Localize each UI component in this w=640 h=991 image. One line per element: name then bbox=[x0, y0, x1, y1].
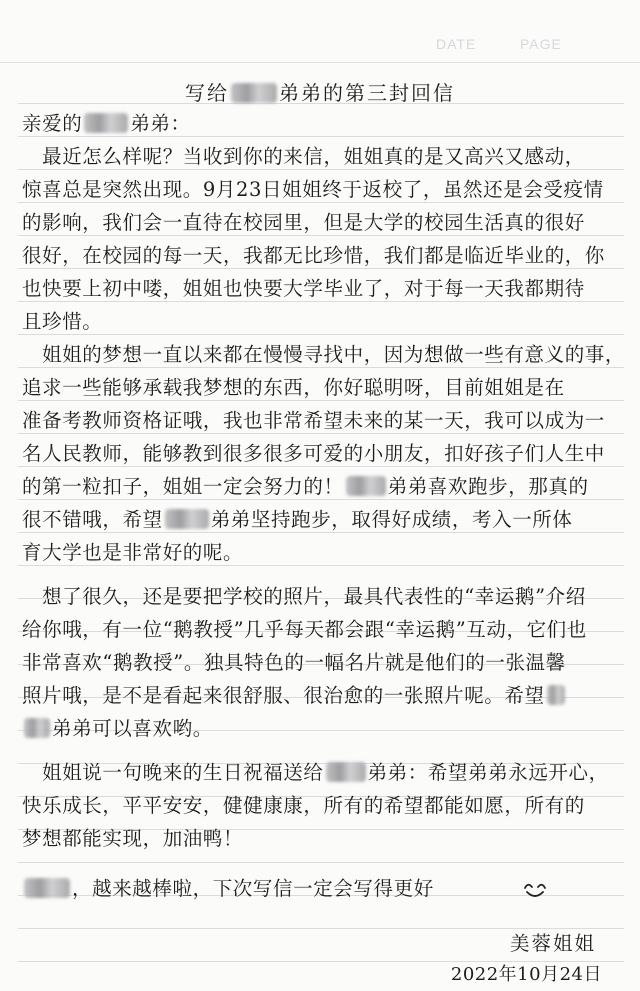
ruled-line bbox=[18, 499, 624, 500]
letter-line: 也快要上初中喽，姐姐也快要大学毕业了，对于每一天我都期待 bbox=[22, 277, 585, 300]
ruled-line bbox=[18, 367, 624, 368]
redacted-name bbox=[84, 113, 128, 133]
redacted-name bbox=[24, 718, 50, 738]
line-part: 弟弟坚持跑步，取得好成绩，考入一所体 bbox=[210, 508, 573, 531]
redacted-name bbox=[326, 762, 366, 782]
redacted-name bbox=[346, 476, 386, 496]
letter-line: 名人民教师，能够教到很多很多可爱的小朋友，扣好孩子们人生中 bbox=[22, 442, 605, 465]
letter-line: 惊喜总是突然出现。9月23日姐姐终于返校了，虽然还是会受疫情 bbox=[22, 178, 604, 201]
letter-line bbox=[22, 718, 213, 740]
date-header-label: DATE bbox=[436, 36, 477, 52]
page-header-label: PAGE bbox=[520, 36, 562, 52]
ruled-line bbox=[18, 136, 624, 137]
title-suffix: 弟弟的第三封回信 bbox=[279, 81, 455, 105]
ruled-line bbox=[18, 235, 624, 236]
letter-line: 准备考教师资格证哦，我也非常希望未来的某一天，我可以成为一 bbox=[22, 409, 605, 432]
letter-line: 很好，在校园的每一天，我都无比珍惜，我们都是临近毕业的，你 bbox=[22, 244, 605, 267]
letter-line bbox=[22, 685, 567, 707]
letter-line bbox=[22, 509, 573, 531]
greeting bbox=[22, 113, 191, 135]
line-part: 弟弟喜欢跑步，那真的 bbox=[387, 475, 589, 498]
letter-line: 最近怎么样呢？当收到你的来信，姐姐真的是又高兴又感动， bbox=[22, 145, 585, 168]
letter-line: 给你哦，有一位“鹅教授”几乎每天都会跟“幸运鹅”互动，它们也 bbox=[22, 618, 587, 641]
line-part: 很不错哦，希望 bbox=[22, 508, 163, 531]
line-part: 姐姐说一句晚来的生日祝福送给 bbox=[22, 761, 324, 784]
redacted-name bbox=[24, 878, 70, 898]
letter-line: 梦想都能实现，加油鸭！ bbox=[22, 827, 244, 850]
letter-line: 的影响，我们会一直待在校园里，但是大学的校园生活真的很好 bbox=[22, 211, 585, 234]
letter-title bbox=[0, 77, 640, 106]
heart-doodle-icon bbox=[523, 880, 547, 900]
letter-line: 非常喜欢“鹅教授”。独具特色的一幅名片就是他们的一张温馨 bbox=[22, 651, 566, 674]
ruled-line bbox=[18, 532, 624, 533]
line-part: 照片哦，是不是看起来很舒服、很治愈的一张照片呢。希望 bbox=[22, 684, 545, 707]
letter-line bbox=[22, 762, 609, 784]
ruled-line bbox=[18, 301, 624, 302]
ruled-line bbox=[18, 433, 624, 434]
letter-line: 育大学也是非常好的呢。 bbox=[22, 541, 244, 564]
ruled-line bbox=[18, 334, 624, 335]
line-part: 弟弟：希望弟弟永远开心， bbox=[367, 761, 609, 784]
redacted-name bbox=[165, 509, 209, 529]
redacted-name bbox=[231, 83, 277, 103]
title-prefix: 写给 bbox=[185, 81, 229, 105]
ruled-line bbox=[18, 169, 624, 170]
ruled-line bbox=[18, 268, 624, 269]
letter-line: 想了很久，还是要把学校的照片，最具代表性的“幸运鹅”介绍 bbox=[22, 585, 586, 608]
letter-line: 且珍惜。 bbox=[22, 310, 103, 333]
ruled-line bbox=[18, 565, 624, 566]
header-rule bbox=[0, 62, 640, 63]
line-part: 弟弟可以喜欢哟。 bbox=[52, 717, 213, 740]
letter-line bbox=[22, 476, 589, 498]
ruled-line bbox=[18, 466, 624, 467]
ruled-line bbox=[18, 862, 624, 863]
ruled-line bbox=[18, 202, 624, 203]
ruled-line bbox=[18, 400, 624, 401]
letter-line: 姐姐的梦想一直以来都在慢慢寻找中，因为想做一些有意义的事， bbox=[22, 343, 626, 366]
letter-line: 快乐成长，平平安安，健健康康，所有的希望都能如愿，所有的 bbox=[22, 794, 585, 817]
signature: 美蓉姐姐 bbox=[509, 932, 596, 955]
letter-line bbox=[22, 878, 434, 900]
redacted-name bbox=[547, 685, 565, 705]
letter-line: 追求一些能够承载我梦想的东西，你好聪明呀，目前姐姐是在 bbox=[22, 376, 565, 399]
line-part: ，越来越棒啦，下次写信一定会写得更好 bbox=[72, 877, 434, 900]
line-part: 的第一粒扣子，姐姐一定会努力的！ bbox=[22, 475, 344, 498]
greeting-suffix: 弟弟： bbox=[130, 112, 191, 135]
greeting-prefix: 亲爱的 bbox=[22, 112, 83, 135]
letter-date: 2022年10月24日 bbox=[450, 964, 602, 985]
